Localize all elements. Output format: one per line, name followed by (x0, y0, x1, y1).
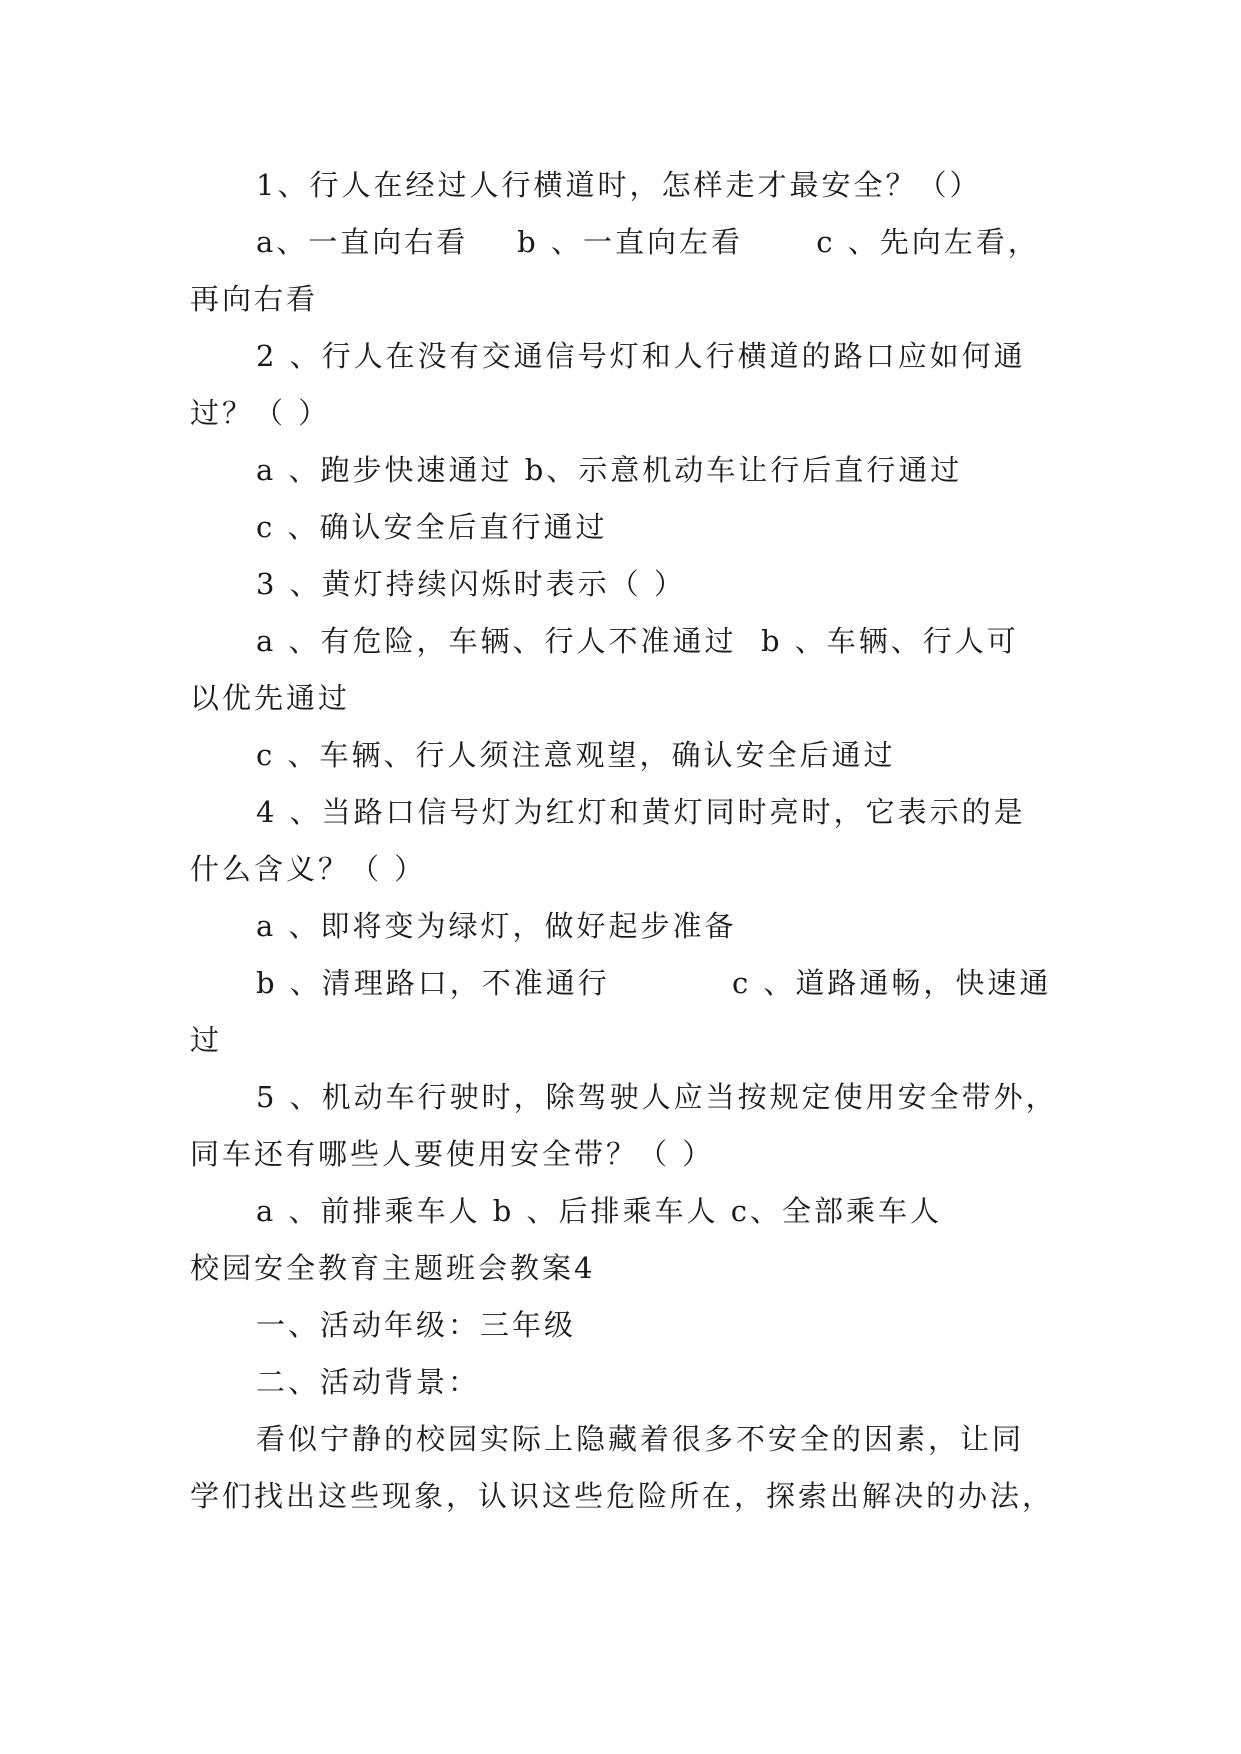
question-1-options: a、一直向右看 b 、一直向左看 c 、先向左看， (256, 225, 1040, 259)
question-2-options: a 、跑步快速通过 b、示意机动车让行后直行通过 (256, 453, 963, 487)
question-2-option-c: c 、确认安全后直行通过 (256, 510, 608, 544)
question-3-option-c: c 、车辆、行人须注意观望，确认安全后通过 (256, 738, 896, 772)
question-4-options-bc: b 、清理路口，不准通行 c 、道路通畅，快速通 (256, 966, 1052, 1000)
activity-grade: 一、活动年级：三年级 (256, 1308, 577, 1342)
question-4-options-cont: 过 (190, 1023, 223, 1057)
question-2: 2 、行人在没有交通信号灯和人行横道的路口应如何通 (256, 339, 1026, 373)
question-3-options: a 、有危险，车辆、行人不准通过 b 、车辆、行人可 (256, 624, 1019, 658)
question-5: 5 、机动车行驶时，除驾驶人应当按规定使用安全带外， (256, 1080, 1058, 1114)
section-title: 校园安全教育主题班会教案4 (190, 1251, 596, 1285)
question-1-options-cont: 再向右看 (190, 282, 319, 316)
question-2-cont: 过？（ ） (190, 396, 331, 430)
question-1: 1、行人在经过人行横道时，怎样走才最安全？（） (256, 168, 982, 202)
question-3-options-cont: 以优先通过 (190, 681, 351, 715)
activity-background-heading: 二、活动背景： (256, 1365, 481, 1399)
background-paragraph-cont: 学们找出这些现象，认识这些危险所在，探索出解决的办法， (190, 1479, 1055, 1513)
question-4: 4 、当路口信号灯为红灯和黄灯同时亮时，它表示的是 (256, 795, 1026, 829)
question-5-options: a 、前排乘车人 b 、后排乘车人 c、全部乘车人 (256, 1194, 942, 1228)
background-paragraph: 看似宁静的校园实际上隐藏着很多不安全的因素，让同 (256, 1422, 1025, 1456)
question-4-option-a: a 、即将变为绿灯，做好起步准备 (256, 909, 737, 943)
question-4-cont: 什么含义？（ ） (190, 852, 427, 886)
question-3: 3 、黄灯持续闪烁时表示（ ） (256, 567, 686, 601)
question-5-cont: 同车还有哪些人要使用安全带？（ ） (190, 1137, 715, 1171)
